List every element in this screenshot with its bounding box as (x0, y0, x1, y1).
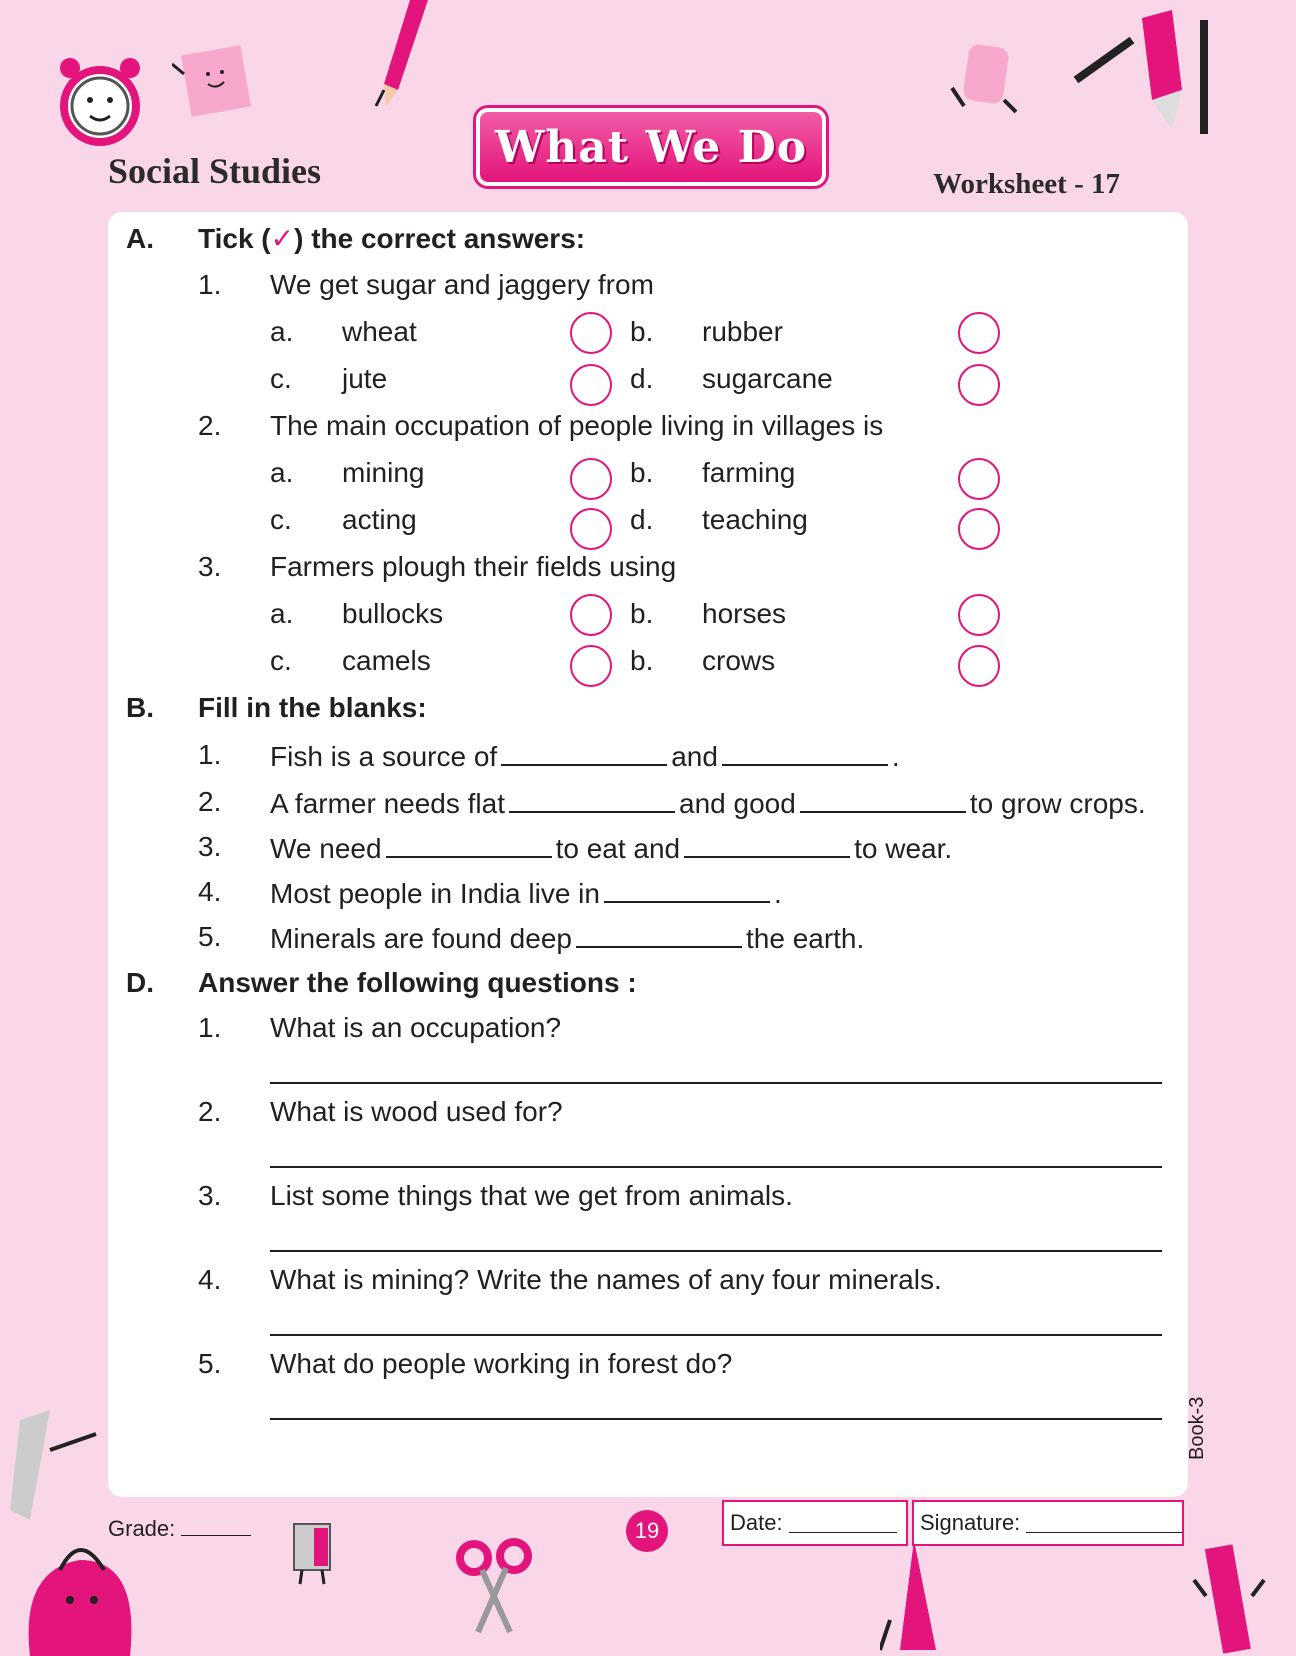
blank-text: . (773, 878, 782, 909)
blank-line[interactable] (501, 738, 667, 766)
worksheet-title: What We Do (494, 121, 808, 173)
worksheet-title-banner (476, 108, 826, 186)
answer-circle[interactable] (958, 458, 1000, 500)
grade-field[interactable] (108, 1516, 251, 1542)
option-letter: b. (630, 316, 654, 347)
section-a-heading-post: ) the correct answers: (294, 223, 586, 254)
option-letter: b. (630, 457, 654, 488)
fill-blank-item (270, 920, 864, 956)
pencil-icon (1072, 10, 1212, 140)
fill-blank-item (270, 875, 782, 911)
blank-line[interactable] (604, 875, 770, 903)
page-number: 19 (626, 1510, 668, 1552)
question-text: What is mining? Write the names of any four minerals. (270, 1264, 942, 1295)
subject-label: Social Studies (108, 151, 322, 191)
option-text: mining (342, 457, 425, 488)
scissors-icon (454, 1536, 534, 1636)
option-text: sugarcane (702, 363, 833, 394)
blank-text: A farmer needs flat (270, 788, 506, 819)
question-number: 3. (198, 1180, 222, 1211)
answer-circle[interactable] (958, 508, 1000, 550)
pencil-icon (880, 1540, 960, 1656)
blank-text: We need (270, 833, 382, 864)
date-field[interactable] (722, 1500, 908, 1546)
blank-number: 4. (198, 876, 222, 907)
option-text: camels (342, 645, 431, 676)
fill-blank-item (270, 785, 1146, 821)
answer-line[interactable] (270, 1250, 1162, 1252)
blank-line[interactable] (684, 830, 850, 858)
notebook-icon (172, 44, 262, 124)
blank-number: 3. (198, 831, 222, 862)
fill-blank-item (270, 738, 900, 774)
question-number: 1. (198, 1012, 222, 1043)
option-text: wheat (342, 316, 417, 347)
pencil-icon (1190, 1540, 1270, 1656)
answer-circle[interactable] (958, 594, 1000, 636)
blank-line[interactable] (800, 785, 966, 813)
answer-circle[interactable] (570, 458, 612, 500)
date-line[interactable] (789, 1514, 897, 1533)
blank-text: to eat and (555, 833, 681, 864)
blank-text: to grow crops. (969, 788, 1146, 819)
answer-circle[interactable] (570, 645, 612, 687)
tick-icon: ✓ (270, 223, 295, 254)
section-b-heading: Fill in the blanks: (198, 692, 427, 723)
answer-circle[interactable] (570, 364, 612, 406)
answer-circle[interactable] (958, 364, 1000, 406)
grade-line[interactable] (181, 1517, 251, 1536)
option-letter: a. (270, 316, 294, 347)
option-text: rubber (702, 316, 783, 347)
question-text: We get sugar and jaggery from (270, 269, 654, 300)
signature-label: Signature: (920, 1510, 1021, 1535)
question-number: 2. (198, 1096, 222, 1127)
answer-circle[interactable] (570, 594, 612, 636)
blank-text: and good (679, 788, 796, 819)
date-label: Date: (730, 1510, 783, 1535)
option-text: crows (702, 645, 776, 676)
option-letter: c. (270, 363, 292, 394)
section-a-letter: A. (126, 223, 154, 254)
section-d-letter: D. (126, 967, 154, 998)
answer-line[interactable] (270, 1334, 1162, 1336)
option-text: horses (702, 598, 787, 629)
option-text: bullocks (342, 598, 444, 629)
signature-line[interactable] (1026, 1514, 1182, 1533)
eraser-icon (944, 40, 1024, 120)
question-number: 5. (198, 1348, 222, 1379)
fill-blank-item (270, 830, 952, 866)
question-number: 1. (198, 269, 222, 300)
answer-circle[interactable] (958, 312, 1000, 354)
sharpener-icon (284, 1518, 344, 1588)
question-text: Farmers plough their fields using (270, 551, 677, 582)
blank-text: Minerals are found deep (270, 923, 572, 954)
alarm-clock-icon (56, 44, 146, 154)
question-text: What is an occupation? (270, 1012, 562, 1043)
ruler-icon (10, 1410, 100, 1530)
blank-number: 1. (198, 739, 222, 770)
option-letter: a. (270, 598, 294, 629)
worksheet-number: Worksheet - 17 (933, 168, 1120, 200)
option-letter: d. (630, 363, 654, 394)
bag-icon (20, 1530, 150, 1656)
option-text: jute (342, 363, 388, 394)
section-b-letter: B. (126, 692, 154, 723)
blank-number: 5. (198, 921, 222, 952)
answer-line[interactable] (270, 1418, 1162, 1420)
blank-text: to wear. (854, 833, 953, 864)
pencil-icon (370, 0, 440, 110)
option-letter: c. (270, 504, 292, 535)
book-label: Book-3 (1186, 1396, 1208, 1460)
answer-circle[interactable] (570, 312, 612, 354)
option-letter: a. (270, 457, 294, 488)
answer-circle[interactable] (570, 508, 612, 550)
answer-line[interactable] (270, 1082, 1162, 1084)
question-number: 3. (198, 551, 222, 582)
blank-text: Fish is a source of (270, 741, 498, 772)
blank-line[interactable] (509, 785, 675, 813)
blank-text: and (671, 741, 718, 772)
blank-text: the earth. (745, 923, 865, 954)
option-text: teaching (702, 504, 808, 535)
option-letter: d. (630, 504, 654, 535)
question-number: 2. (198, 410, 222, 441)
question-text: What do people working in forest do? (270, 1348, 733, 1379)
question-text: The main occupation of people living in villages is (270, 410, 884, 441)
question-text: What is wood used for? (270, 1096, 563, 1127)
blank-line[interactable] (576, 920, 742, 948)
blank-number: 2. (198, 786, 222, 817)
question-number: 4. (198, 1264, 222, 1295)
blank-text: Most people in India live in (270, 878, 600, 909)
blank-text: . (891, 741, 900, 772)
option-text: farming (702, 457, 796, 488)
answer-circle[interactable] (958, 645, 1000, 687)
blank-line[interactable] (722, 738, 888, 766)
signature-field[interactable] (912, 1500, 1184, 1546)
option-letter: b. (630, 598, 654, 629)
blank-line[interactable] (386, 830, 552, 858)
question-text: List some things that we get from animals. (270, 1180, 793, 1211)
answer-line[interactable] (270, 1166, 1162, 1168)
option-letter: b. (630, 645, 654, 676)
section-d-heading: Answer the following questions : (198, 967, 637, 998)
option-letter: c. (270, 645, 292, 676)
grade-label: Grade: (108, 1516, 176, 1541)
option-text: acting (342, 504, 417, 535)
section-a-heading (198, 222, 585, 256)
section-a-heading-pre: Tick ( (198, 223, 271, 254)
